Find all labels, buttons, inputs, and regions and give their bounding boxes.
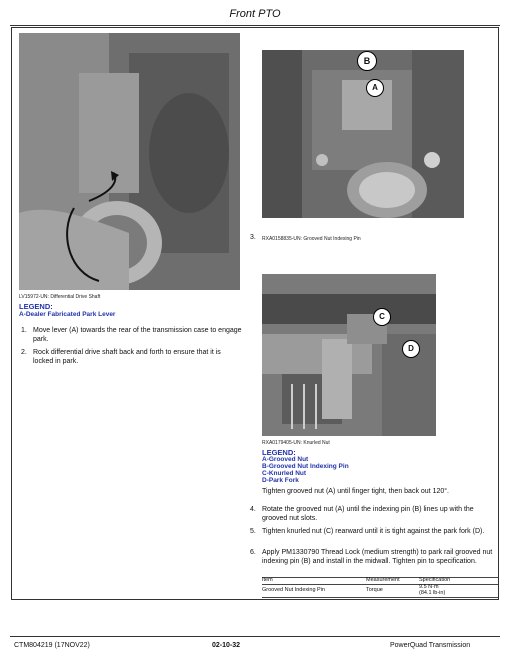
- right-legend-title: LEGEND:: [262, 448, 296, 457]
- callout-c: C: [373, 308, 391, 326]
- spec-row-item: Grooved Nut Indexing Pin: [262, 587, 325, 593]
- spec-header-measurement: Measurement: [366, 577, 400, 583]
- left-step-2: 2. Rock differential drive shaft back and forth to ensure that it is locked in park.: [21, 349, 221, 365]
- right-legend-item: D-Park Fork: [262, 477, 299, 484]
- right-step-4: 4. Rotate the grooved nut (A) until the indexing pin (B) lines up with the grooved nut slots.: [250, 506, 474, 522]
- spec-row-value: 9.5 N·m: [419, 584, 439, 590]
- right-step-6: 6. Apply PM1330790 Thread Lock (medium strength) to park rail grooved nut indexing pin (B) and install in the midwall. Tighten pin to specification.: [250, 549, 493, 565]
- right-legend-item: C-Knurled Nut: [262, 470, 307, 477]
- right-legend-item: A-Grooved Nut: [262, 456, 309, 463]
- specification-table: [262, 577, 498, 599]
- right-image-2-caption: RXA0179405-UN: Knurled Nut: [262, 440, 330, 446]
- footer-doc-id: CTM804219 (17NOV22): [14, 642, 90, 649]
- grooved-nut-indexing-pin-photo: [262, 50, 464, 218]
- spec-row-measurement: Torque: [366, 587, 383, 593]
- left-legend-title: LEGEND:: [19, 302, 53, 311]
- footer-page-number: 02-10-32: [212, 642, 241, 649]
- spec-row-value-alt: (84.1 lb-in): [419, 590, 446, 596]
- right-legend-item: B-Grooved Nut Indexing Pin: [262, 463, 349, 470]
- footer-section-title: PowerQuad Transmission: [390, 642, 471, 649]
- left-image-caption: LV15972-UN: Differential Drive Shaft: [19, 294, 101, 300]
- spec-header-item: Item: [262, 577, 273, 583]
- left-step-1: 1. Move lever (A) towards the rear of the transmission case to engage park.: [21, 327, 242, 343]
- callout-d: D: [402, 340, 420, 358]
- step-3-number: 3.: [250, 234, 256, 241]
- differential-drive-shaft-photo: [19, 33, 240, 290]
- footer-rule: [10, 636, 500, 637]
- header-rule: [10, 25, 500, 26]
- right-image-1-caption: RXA0158835-UN: Grooved Nut Indexing Pin: [262, 236, 361, 242]
- page-title: Front PTO: [229, 8, 281, 20]
- left-legend-item: A-Dealer Fabricated Park Lever: [19, 311, 116, 318]
- step-3-text: Tighten grooved nut (A) until finger tight, then back out 120°.: [262, 488, 449, 495]
- spec-header-specification: Specification: [419, 577, 451, 583]
- callout-a: A: [366, 79, 384, 97]
- right-step-5: 5. Tighten knurled nut (C) rearward until it is tight against the park fork (D).: [250, 528, 485, 535]
- callout-b: B: [357, 51, 377, 71]
